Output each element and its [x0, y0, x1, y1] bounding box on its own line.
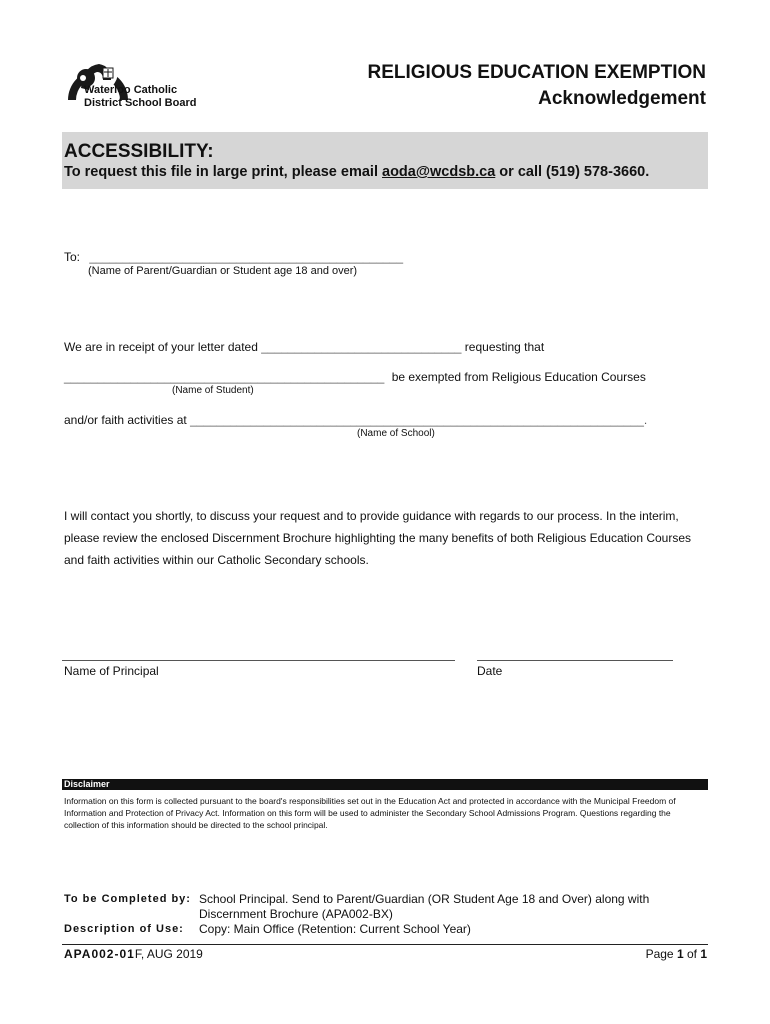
org-line-1: Waterloo Catholic [84, 84, 178, 96]
date-label: Date [477, 664, 503, 678]
body-paragraph: I will contact you shortly, to discuss your request and to provide guidance with regards to our process. In the interim, please review the enclosed Discernment Brochure highlighting the many benefits of both Religious Education Courses and faith activities within our Catholic Secondary schools. [64, 509, 692, 567]
page-label: Page [645, 947, 677, 961]
form-subtitle: Acknowledgement [538, 88, 706, 109]
org-line-2: District School Board [84, 97, 197, 109]
accessibility-email-link[interactable]: aoda@wcdsb.ca [382, 164, 496, 180]
completed-by-value-2: Discernment Brochure (APA002-BX) [199, 907, 393, 921]
student-name-field[interactable]: ________________________________________________ [64, 370, 385, 384]
disclaimer-heading: Disclaimer [64, 779, 110, 789]
receipt-row [64, 340, 544, 354]
completed-by-label: To be Completed by: [64, 893, 191, 905]
form-code-date: F, AUG 2019 [134, 947, 203, 961]
letter-date-field[interactable]: ______________________________ [261, 340, 462, 354]
disclaimer-text: Information on this form is collected pursuant to the board's responsibilities set out in the Education Act and protected in accordance with the Municipal Freedom of Information and Protection of Privacy Act. Information on this form will be used to administer the Secondary School Admissions Program. Questions regarding the collection of this information should be directed to the school principal. [64, 796, 676, 830]
principal-label: Name of Principal [64, 664, 159, 678]
receipt-end: requesting that [464, 340, 545, 354]
page-current: 1 [676, 947, 684, 961]
page-of: of [683, 947, 701, 961]
form-title: RELIGIOUS EDUCATION EXEMPTION [367, 62, 706, 83]
accessibility-heading: ACCESSIBILITY: [64, 141, 214, 162]
faith-text: and/or faith activities at [64, 413, 187, 427]
accessibility-text [64, 164, 649, 180]
faith-row [64, 413, 647, 427]
student-row [64, 370, 646, 384]
completed-by-value-1: School Principal. Send to Parent/Guardian (OR Student Age 18 and Over) along with [199, 892, 650, 906]
org-name [84, 84, 196, 110]
accessibility-text-after: or call (519) 578-3660. [495, 164, 650, 180]
date-signature-line[interactable] [477, 660, 673, 661]
to-caption: (Name of Parent/Guardian or Student age 18 and over) [88, 265, 358, 277]
description-label: Description of Use: [64, 923, 184, 935]
to-row [64, 250, 403, 264]
page-number [646, 947, 707, 961]
page-total: 1 [700, 947, 707, 961]
receipt-text: We are in receipt of your letter dated [64, 340, 258, 354]
form-code [64, 947, 203, 961]
to-label: To: [64, 250, 81, 264]
student-caption: (Name of Student) [172, 385, 254, 396]
accessibility-text-before: To request this file in large print, please email [64, 164, 383, 180]
principal-signature-line[interactable] [62, 660, 455, 661]
school-name-field[interactable]: ____________________________________________________________________. [190, 413, 648, 427]
disclaimer-bar [62, 779, 708, 790]
form-code-id: APA002-01 [64, 947, 135, 961]
footer-rule [62, 944, 708, 945]
school-caption: (Name of School) [357, 428, 435, 439]
student-end: be exempted from Religious Education Courses [391, 370, 646, 384]
to-blank-field[interactable]: _______________________________________________ [89, 250, 404, 264]
description-value: Copy: Main Office (Retention: Current School Year) [199, 922, 471, 936]
